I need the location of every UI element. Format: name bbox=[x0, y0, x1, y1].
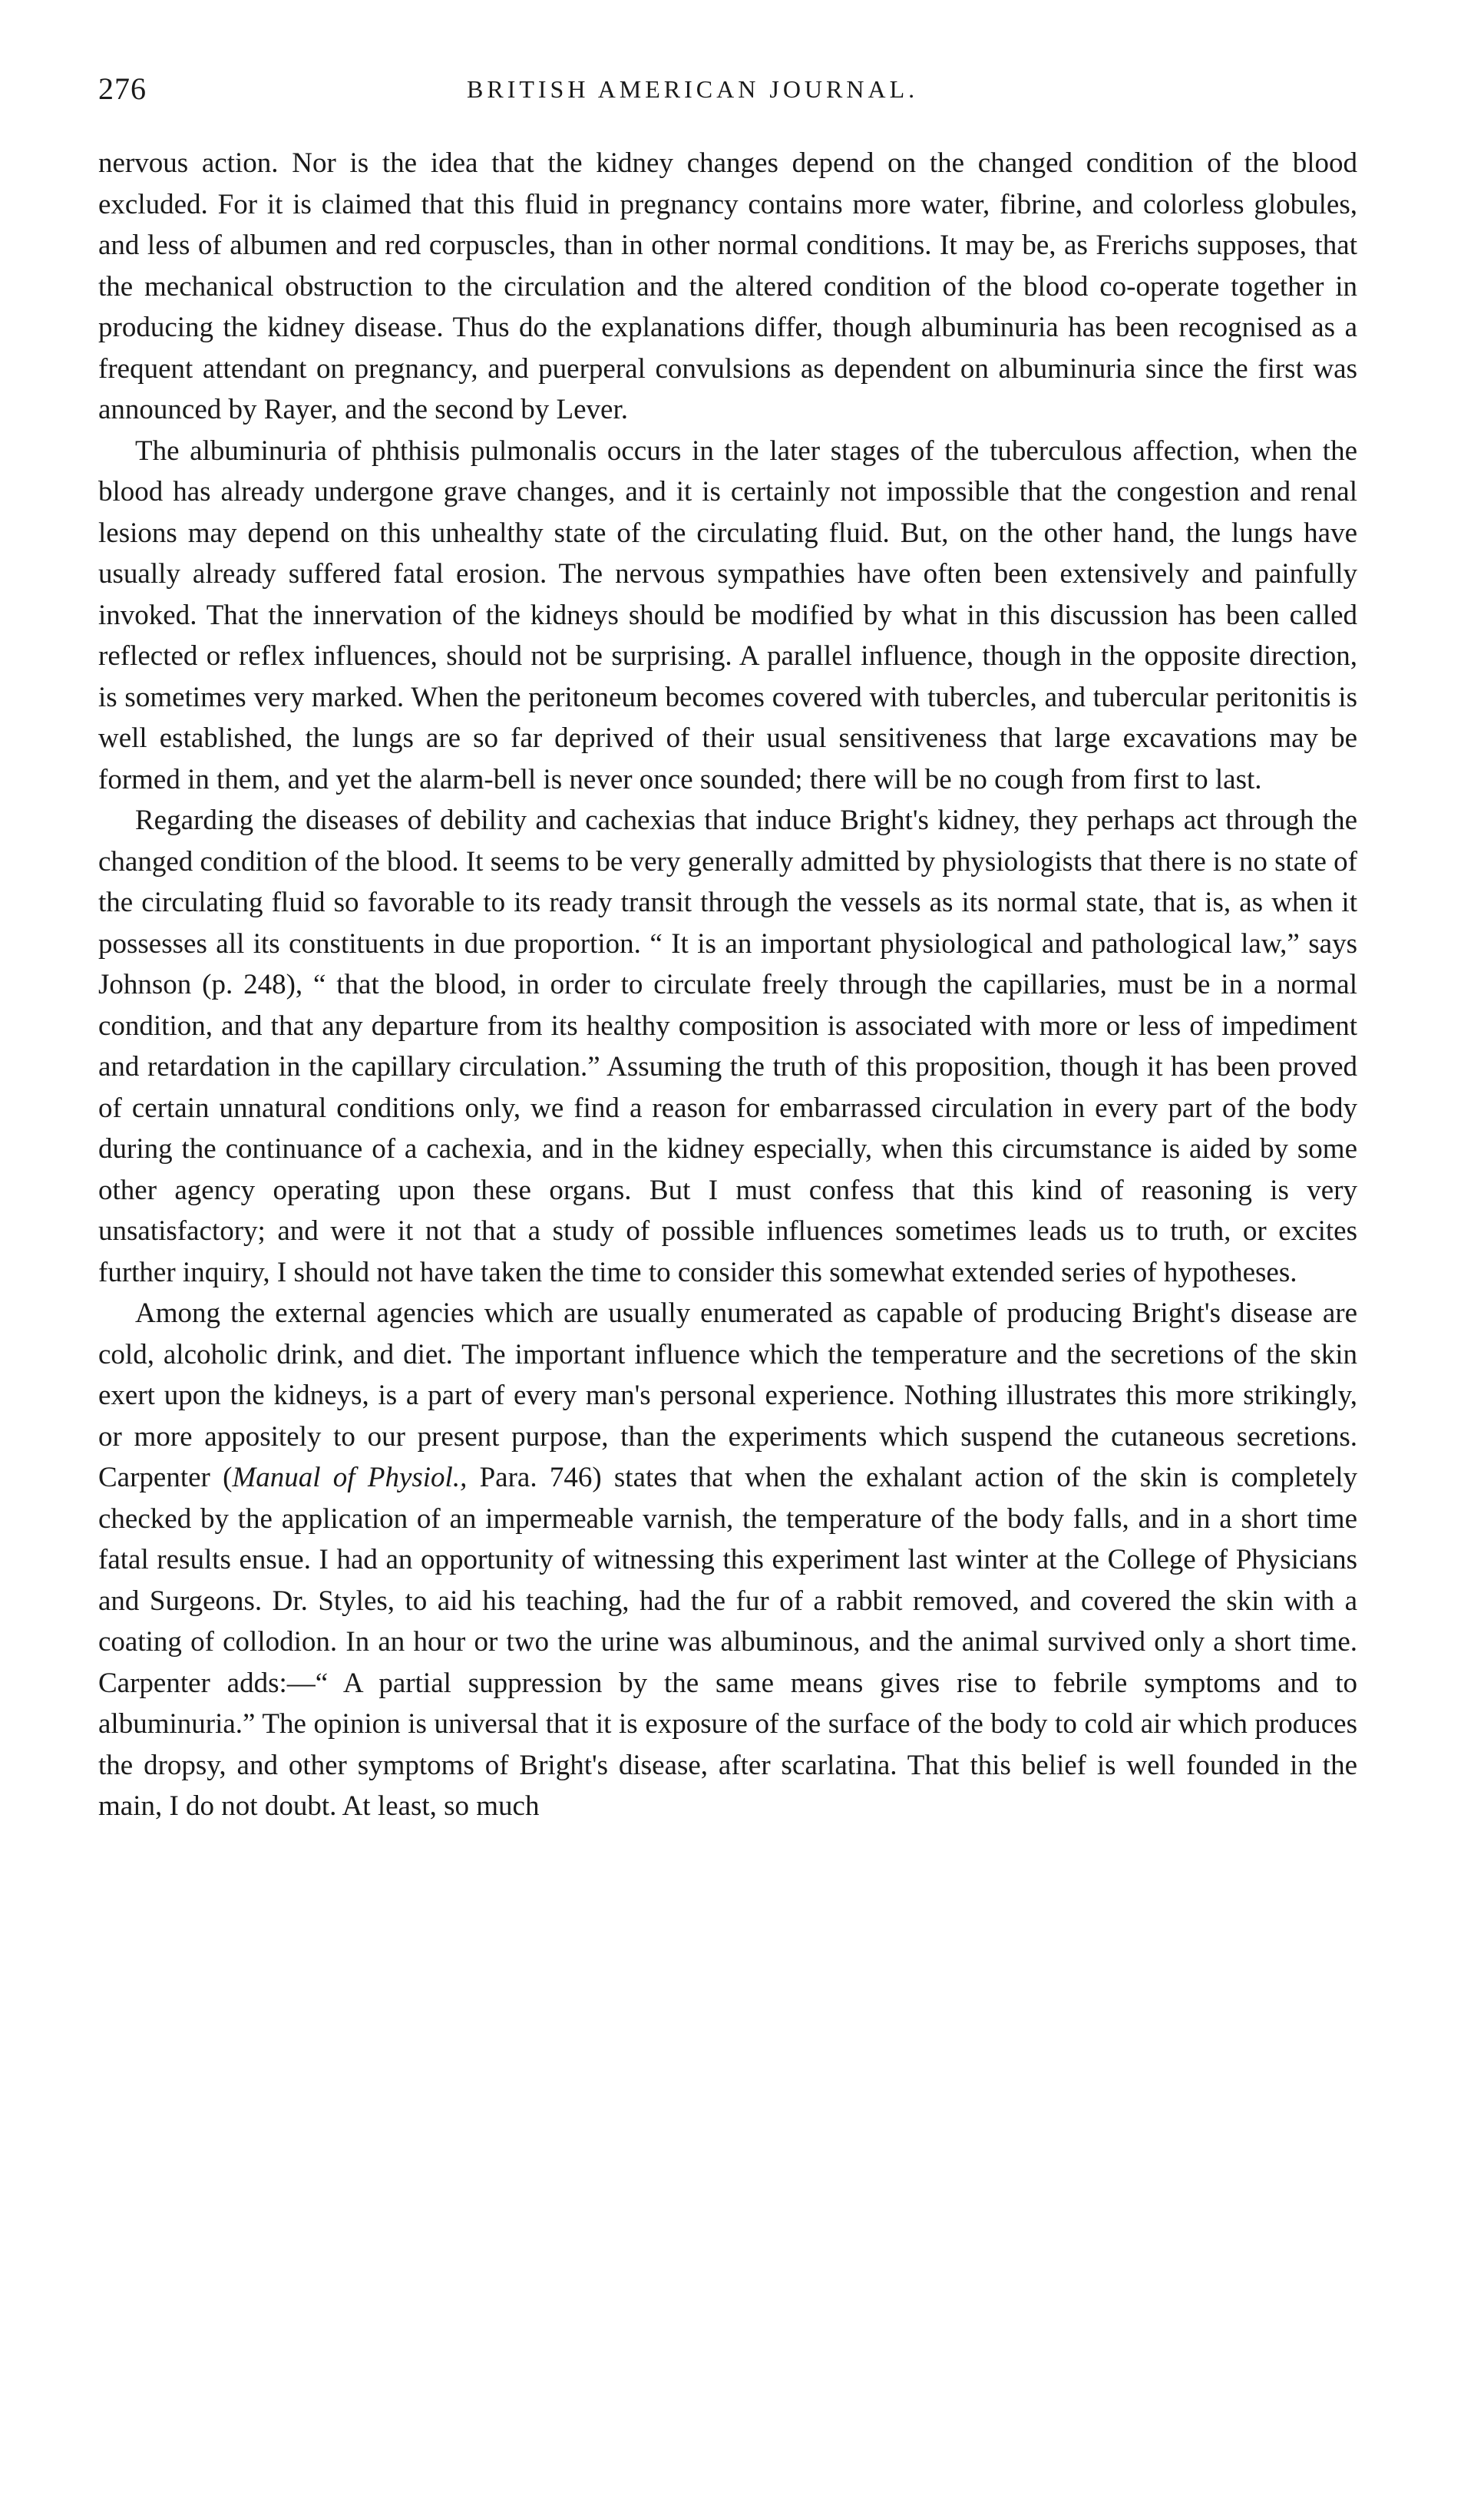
paragraph-external-agencies bbox=[98, 1293, 1357, 1827]
paragraph-cachexias: Regarding the diseases of debility and cachexias that induce Bright's kidney, they perhaps act through the changed condition of the blood. It seems to be very generally admitted by physiologists that there is no state of the circulating fluid so favorable to its ready transit through the vessels as its normal state, that is, as when it possesses all its constituents in due proportion. “ It is an important physiological and pathological law,” says Johnson (p. 248), “ that the blood, in order to circulate freely through the capillaries, must be in a normal condition, and that any departure from its healthy composition is associated with more or less of impediment and retardation in the capillary circulation.” Assuming the truth of this proposition, though it has been proved of certain unnatural conditions only, we find a reason for embarrassed circulation in every part of the body during the continuance of a cachexia, and in the kidney especially, when this circumstance is aided by some other agency operating upon these organs. But I must confess that this kind of reasoning is very unsatisfactory; and were it not that a study of possible influences sometimes leads us to truth, or excites further inquiry, I should not have taken the time to consider this somewhat extended series of hypotheses. bbox=[98, 805, 1357, 1288]
book-title-italic: Manual of Physiol., bbox=[232, 1462, 468, 1493]
paragraph-text-after: Para. 746) states that when the exhalant action of the skin is completely checked by the application of an impermeable varnish, the temperature of the body falls, and in a short time fatal results ensue. I had an opportunity of witnessing this experiment last winter at the College of Physicians and Surgeons. Dr. Styles, to aid his teaching, had the fur of a rabbit removed, and covered the skin with a coating of collodion. In an hour or two the urine was albuminous, and the animal survived only a short time. Carpenter adds:—“ A partial suppression by the same means gives rise to febrile symptoms and to albuminuria.” The opinion is universal that it is exposure of the surface of the body to cold air which produces the dropsy, and other symptoms of Bright's disease, after scarlatina. That this belief is well founded in the main, I do not doubt. At least, so much bbox=[98, 1462, 1357, 1822]
page-number: 276 bbox=[98, 71, 147, 106]
journal-page bbox=[98, 71, 1357, 1827]
paragraph-continuation: nervous action. Nor is the idea that the kidney changes depend on the changed condition of the blood excluded. For it is claimed that this fluid in pregnancy contains more water, fibrine, and colorless globules, and less of albumen and red corpuscles, than in other normal conditions. It may be, as Frerichs supposes, that the mechanical obstruction to the circulation and the altered condition of the blood co-operate together in producing the kidney disease. Thus do the explanations differ, though albuminuria has been recognised as a frequent attendant on pregnancy, and puerperal convulsions as dependent on albuminuria since the first was announced by Rayer, and the second by Lever. bbox=[98, 147, 1357, 425]
running-head bbox=[98, 71, 1357, 114]
journal-title: BRITISH AMERICAN JOURNAL. bbox=[467, 75, 919, 103]
article-body bbox=[98, 143, 1357, 1827]
paragraph-text-before: Among the external agencies which are usually enumerated as capable of producing Bright's disease are cold, alcoholic drink, and diet. The important influence which the temperature and the secretions of the skin exert upon the kidneys, is a part of every man's personal experience. Nothing illustrates this more strikingly, or more appositely to our present purpose, than the experiments which suspend the cutaneous secretions. Carpenter ( bbox=[98, 1297, 1357, 1493]
paragraph-phthisis: The albuminuria of phthisis pulmonalis occurs in the later stages of the tuberculous affection, when the blood has already undergone grave changes, and it is certainly not impossible that the congestion and renal lesions may depend on this unhealthy state of the circulating fluid. But, on the other hand, the lungs have usually already suffered fatal erosion. The nervous sympathies have often been extensively and painfully invoked. That the innervation of the kidneys should be modified by what in this discussion has been called reflected or reflex influences, should not be surprising. A parallel influence, though in the opposite direction, is sometimes very marked. When the peritoneum becomes covered with tubercles, and tubercular peritonitis is well established, the lungs are so far deprived of their usual sensitiveness that large excavations may be formed in them, and yet the alarm-bell is never once sounded; there will be no cough from first to last. bbox=[98, 435, 1357, 795]
